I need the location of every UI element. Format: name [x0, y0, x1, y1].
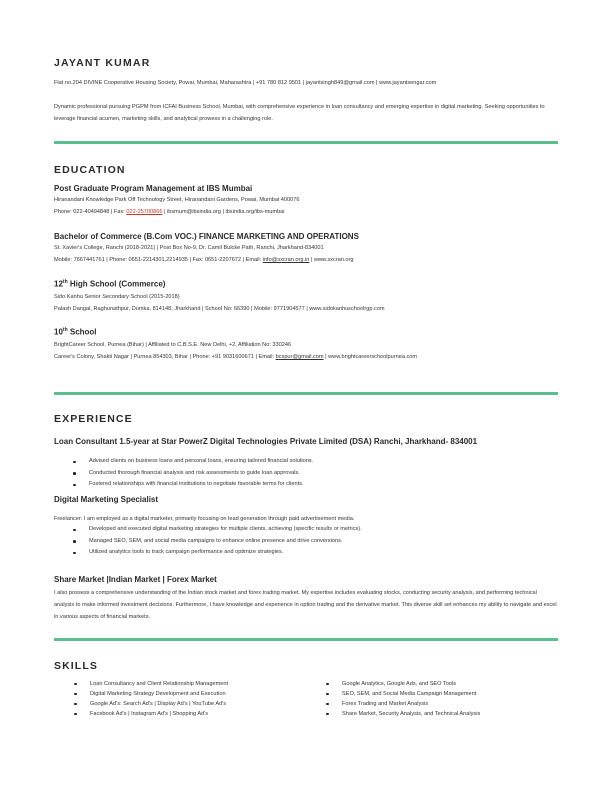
list-item: [73, 468, 313, 480]
professional-summary: Dynamic professional pursuing PGPM from ICFAI Business School, Mumbai, with comprehensive experience in loan consultancy and emerging expertise in digital marketing. Seeking opportunities to leverage financial acumen, marketing skills, and analytical prowess in a challenging role.: [54, 104, 545, 122]
candidate-name: JAYANT KUMAR: [54, 57, 151, 69]
tenth-school: BrightCareer School, Purnea (Bihar) | Affiliated to C.B.S.E. New Delhi, +2, Affiliation No: 330246: [54, 342, 292, 348]
contact-line: Flat no.204 DIVINE Cooperative Housing Society, Powai, Mumbai, Maharashtra | +91 780 812 9501 | jayantsingh849@gmail.com | www.jayantsengar.com: [54, 80, 437, 86]
skill-text: Loan Consultancy and Client Relationship Management: [90, 681, 229, 687]
bullet-icon: [326, 703, 329, 706]
pg-title: Post Graduate Program Management at IBS Mumbai: [54, 184, 253, 193]
tenth-web: | www.brightcareerschoolpurnea.com: [323, 354, 418, 360]
skill-text: Google Analytics, Google Ads, and SEO Tools: [342, 681, 457, 687]
bullet-icon: [74, 703, 77, 706]
list-item: [74, 709, 228, 719]
twelfth-address: Palash Dangal, Raghunathpur, Dumka, 814148, Jharkhand | School No: 66390 | Mobile: 9771904577 | www.sidokanhuschoolrgp.com: [54, 306, 385, 312]
list-item: [74, 699, 228, 709]
loan-title: Loan Consultant 1.5-year at Star PowerZ Digital Technologies Private Limited (DSA) Ranchi, Jharkhand- 834001: [54, 437, 478, 446]
dm-bullets: [73, 524, 362, 559]
bullet-icon: [74, 693, 77, 696]
tenth-address-pre: Career's Colony, Shakti Nagar | Purnea 854303, Bihar | Phone: +91 9031600671 | Email:: [54, 354, 276, 360]
bullet-icon: [73, 484, 76, 487]
bullet-text: Advised clients on business loans and personal loans, ensuring tailored financial solutions.: [89, 458, 314, 464]
bullet-icon: [326, 713, 329, 716]
bullet-icon: [73, 552, 76, 555]
twelfth-sup: th: [62, 279, 68, 285]
pg-phone: Phone: 022-40494848 | Fax:: [54, 209, 127, 215]
tenth-address: [54, 354, 417, 361]
section-divider: [54, 638, 558, 641]
skill-text: Facebook Ad's | Instagram Ad's | Shopping Ad's: [90, 711, 209, 717]
section-divider: [54, 141, 558, 144]
bcom-email-link[interactable]: info@sxcran.org.in: [262, 257, 310, 263]
bullet-text: Managed SEO, SEM, and social media campaigns to enhance online presence and drive conversions.: [89, 537, 343, 544]
bullet-text: Fostered relationships with financial institutions to negotiate favorable terms for clients.: [89, 481, 304, 488]
skill-text: Share Market, Security Analysis, and Technical Analysis: [342, 711, 481, 717]
dm-intro: Freelancer: I am employed as a digital marketer, primarily focusing on lead generation through paid advertisement media.: [54, 516, 355, 522]
list-item: [326, 679, 480, 689]
list-item: [73, 524, 362, 536]
bcom-phone: Mobile: 7667441761 | Phone: 0651-2214301,2214935 | Fax: 0651-2207672 | Email:: [54, 257, 263, 263]
skill-text: Forex Trading and Market Analysis: [342, 701, 429, 707]
share-market-title: Share Market |Indian Market | Forex Market: [54, 575, 217, 584]
bcom-contact: [54, 257, 353, 264]
tenth-num: 10: [54, 327, 63, 337]
skills-left-list: [74, 679, 228, 719]
pg-fax-link[interactable]: 022-25700866: [126, 209, 163, 215]
list-item: [74, 689, 228, 699]
education-heading: EDUCATION: [54, 164, 126, 176]
bullet-icon: [73, 461, 76, 464]
bullet-icon: [73, 472, 76, 475]
skill-text: Digital Marketing Strategy Development and Execution: [90, 691, 226, 697]
tenth-rest: School: [67, 327, 97, 337]
bullet-icon: [326, 683, 329, 686]
share-market-text: I also possess a comprehensive understanding of the Indian stock market and forex trading market. My expertise includes evaluating stocks, conducting security analysis, and performing technical analysis to make informed investment decisions. Furthermore, I have knowledge and experience in option trading and the derivative market. This diverse skill set enhances my ability to navigate and excel in various aspects of financial markets.: [54, 590, 557, 620]
loan-bullets: [73, 456, 313, 491]
tenth-sup: th: [62, 327, 68, 333]
bullet-icon: [326, 693, 329, 696]
list-item: [73, 547, 362, 559]
twelfth-rest: High School (Commerce): [67, 279, 166, 289]
skill-text: Google Ad's: Search Ad's | Display Ad's | YouTube Ad's: [90, 701, 227, 707]
skill-text: SEO, SEM, and Social Media Campaign Management: [342, 691, 477, 697]
tenth-title: [54, 327, 97, 337]
bullet-text: Conducted thorough financial analysis and risk assessments to guide loan approvals.: [89, 469, 300, 476]
bullet-text: Developed and executed digital marketing strategies for multiple clients, achieving (specific results or metrics).: [89, 526, 362, 532]
pg-contact: [54, 209, 285, 216]
twelfth-title: [54, 279, 165, 289]
bullet-text: Utilized analytics tools to track campaign performance and optimize strategies.: [89, 549, 284, 556]
dm-title: Digital Marketing Specialist: [54, 495, 159, 504]
pg-email-web: | ibsmum@ibsindia.org | ibsindia.org/ibs-mumbai: [162, 209, 285, 215]
list-item: [73, 536, 362, 548]
twelfth-num: 12: [54, 279, 63, 289]
list-item: [326, 709, 480, 719]
pg-address: Hiranandani Knowledge Park Off Technology Street, Hiranandani Gardens, Powai, Mumbai 400076: [54, 197, 300, 203]
list-item: [326, 689, 480, 699]
bcom-web: | www.sxcran.org: [309, 257, 354, 263]
skills-right-list: [326, 679, 480, 719]
bcom-title: Bachelor of Commerce (B.Com VOC.) FINANCE MARKETING AND OPERATIONS: [54, 232, 359, 241]
experience-heading: EXPERIENCE: [54, 413, 133, 425]
list-item: [73, 456, 313, 468]
bullet-icon: [73, 529, 76, 532]
tenth-email-link[interactable]: bcspur@gmail.com: [275, 354, 324, 360]
bullet-icon: [74, 683, 77, 686]
twelfth-school: Sido Kanhu Senior Secondary School (2015-2018): [54, 294, 180, 300]
bcom-address: St. Xavier's College, Ranchi (2018-2021) | Post Box No-9, Dr. Camil Bulcke Path, Ranchi, Jharkhand-834001: [54, 245, 324, 251]
section-divider: [54, 392, 558, 395]
bullet-icon: [73, 540, 76, 543]
list-item: [326, 699, 480, 709]
bullet-icon: [74, 713, 77, 716]
list-item: [73, 479, 313, 491]
list-item: [74, 679, 228, 689]
skills-heading: SKILLS: [54, 660, 98, 672]
